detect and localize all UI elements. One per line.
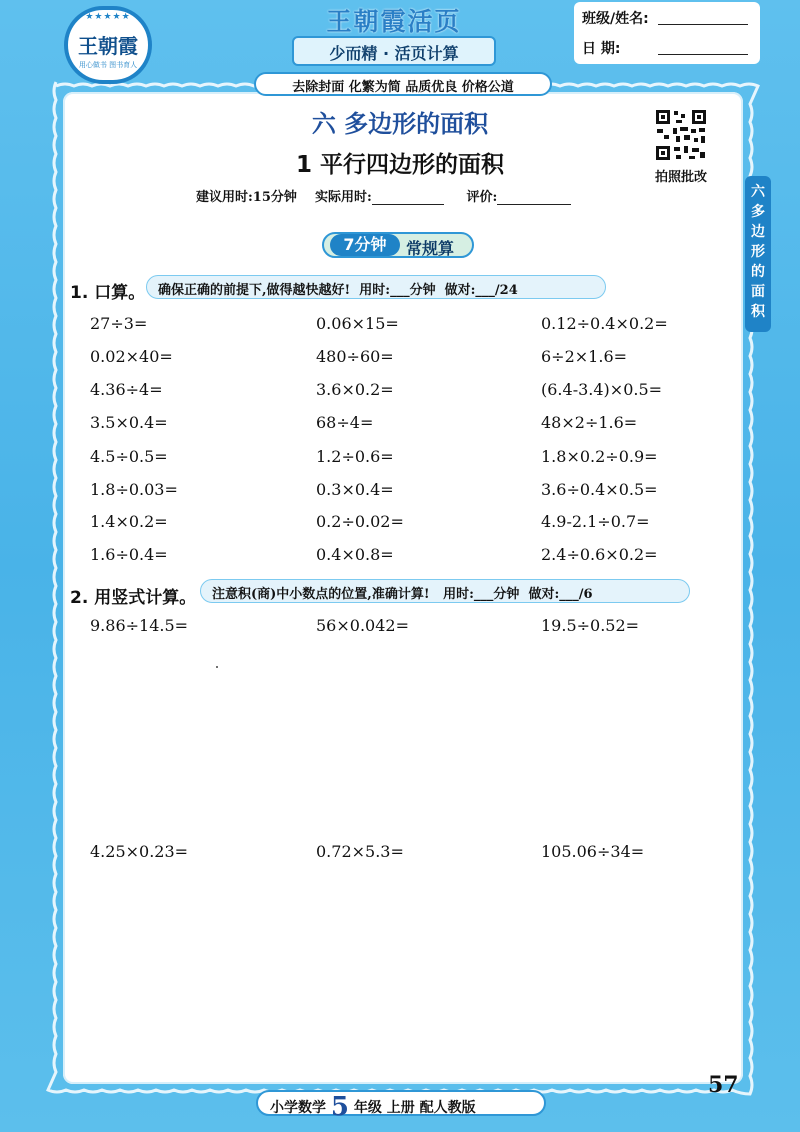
- slogans: 去除封面 化繁为简 品质优良 价格公道: [292, 80, 514, 95]
- evaluation-field[interactable]: [497, 204, 571, 205]
- qr-label: 拍照批改: [654, 170, 707, 185]
- logo-stars: ★★★★★: [85, 12, 131, 22]
- oral-problem: 1.8÷0.03=: [90, 480, 178, 499]
- section1-title: 1. 口算。: [70, 283, 146, 303]
- oral-problem: 6÷2×1.6=: [541, 347, 628, 366]
- section2-tip: 注意积(商)中小数点的位置,准确计算! 用时:___分钟 做对:___/6: [212, 587, 593, 602]
- side-char: 六: [751, 184, 765, 200]
- subtitle: 少而精 · 活页计算: [329, 44, 459, 63]
- oral-problem: 3.6×0.2=: [316, 380, 394, 399]
- oral-problem: 0.06×15=: [316, 314, 399, 333]
- logo-name: 王朝霞: [78, 34, 138, 58]
- lesson-title: 1 平行四边形的面积: [295, 152, 504, 178]
- oral-problem: 0.12÷0.4×0.2=: [541, 314, 668, 333]
- side-char: 积: [751, 304, 765, 320]
- badge-label: 常规算: [406, 239, 455, 258]
- footer-grade-suffix: 年级 上册 配人教版: [353, 1100, 476, 1116]
- oral-problem: 0.4×0.8=: [316, 545, 394, 564]
- stray-dot: [216, 666, 218, 668]
- vertical-problem: 19.5÷0.52=: [541, 616, 640, 635]
- vertical-problem: 4.25×0.23=: [90, 842, 189, 861]
- oral-problem: 0.2÷0.02=: [316, 512, 404, 531]
- side-char: 边: [751, 224, 765, 240]
- qr-code-icon[interactable]: [654, 108, 708, 162]
- class-name-field[interactable]: [658, 24, 748, 25]
- brand-logo: [64, 6, 152, 84]
- footer-text: [270, 1092, 476, 1122]
- oral-problem: 27÷3=: [90, 314, 148, 333]
- oral-problem: 4.36÷4=: [90, 380, 163, 399]
- unit-title: 六 多边形的面积: [311, 110, 489, 138]
- section1-tip: 确保正确的前提下,做得越快越好! 用时:___分钟 做对:___/24: [158, 283, 518, 298]
- oral-problem: 2.4÷0.6×0.2=: [541, 545, 658, 564]
- oral-problem: 480÷60=: [316, 347, 394, 366]
- vertical-problem: 105.06÷34=: [541, 842, 645, 861]
- footer-subject: 小学数学: [270, 1100, 326, 1116]
- oral-problem: 3.6÷0.4×0.5=: [541, 480, 658, 499]
- oral-problem: 1.2÷0.6=: [316, 447, 394, 466]
- suggested-time: 建议用时:15分钟: [196, 190, 297, 205]
- timing-line: [196, 186, 571, 205]
- class-name-label: 班级/姓名:: [582, 11, 649, 27]
- oral-problem: (6.4-3.4)×0.5=: [541, 380, 663, 399]
- actual-time-label: 实际用时:: [315, 190, 372, 205]
- actual-time-field[interactable]: [372, 204, 444, 205]
- oral-problem: 0.3×0.4=: [316, 480, 394, 499]
- logo-slogan: 用心做书 图书育人: [78, 61, 138, 69]
- vertical-problem: 9.86÷14.5=: [90, 616, 189, 635]
- evaluation-label: 评价:: [466, 190, 498, 205]
- oral-problem: 48×2÷1.6=: [541, 413, 638, 432]
- side-char: 的: [751, 264, 765, 280]
- brand-title: 王朝霞活页: [326, 7, 462, 36]
- side-char: 多: [751, 204, 765, 220]
- oral-problem: 3.5×0.4=: [90, 413, 168, 432]
- vertical-problem: 56×0.042=: [316, 616, 409, 635]
- oral-problem: 68÷4=: [316, 413, 374, 432]
- oral-problem: 1.6÷0.4=: [90, 545, 168, 564]
- badge-minutes: 7分钟: [330, 234, 400, 256]
- date-field[interactable]: [658, 54, 748, 55]
- page-number: 57: [708, 1072, 739, 1098]
- oral-problem: 0.02×40=: [90, 347, 173, 366]
- oral-problem: 1.4×0.2=: [90, 512, 168, 531]
- oral-problem: 4.9-2.1÷0.7=: [541, 512, 650, 531]
- side-chapter-text: [745, 182, 771, 322]
- footer-grade-number: 5: [330, 1092, 349, 1122]
- vertical-problem: 0.72×5.3=: [316, 842, 404, 861]
- section2-title: 2. 用竖式计算。: [70, 588, 197, 608]
- side-char: 形: [751, 244, 765, 260]
- side-char: 面: [751, 284, 765, 300]
- date-label: 日 期:: [582, 41, 621, 57]
- oral-problem: 4.5÷0.5=: [90, 447, 168, 466]
- oral-problem: 1.8×0.2÷0.9=: [541, 447, 658, 466]
